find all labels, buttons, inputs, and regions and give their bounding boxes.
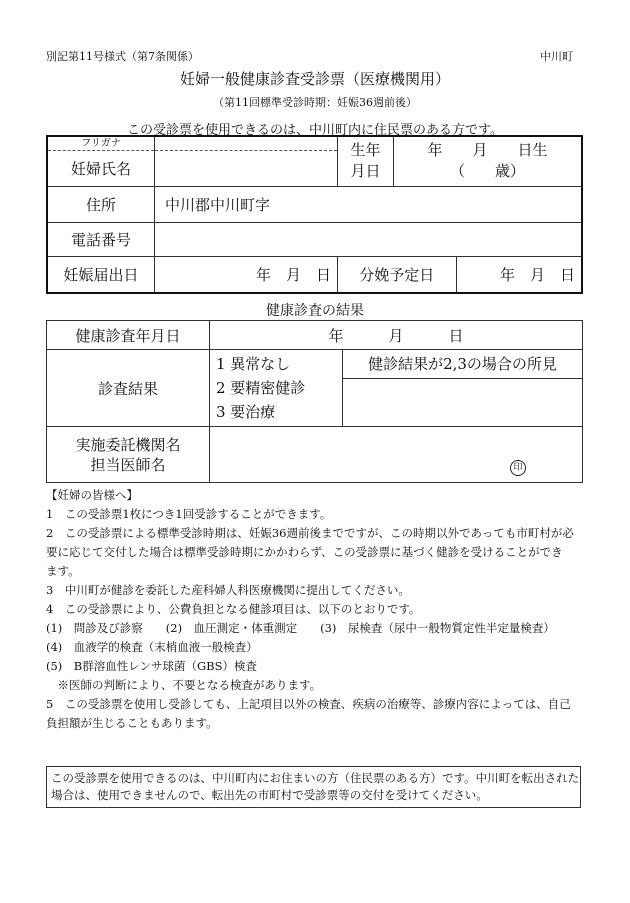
pregnancy-report-date[interactable]: 年 月 日	[155, 256, 338, 293]
note-line: 4 この受診票により、公費負担となる健診項目は、以下のとおりです。	[46, 602, 421, 616]
result-option-3[interactable]: 3 要治療	[216, 403, 276, 421]
note-line: (5) B群溶血性レンサ球菌（GBS）検査	[46, 659, 257, 673]
exam-date-field[interactable]: 年 月 日	[210, 321, 583, 350]
name-field[interactable]	[155, 136, 338, 186]
patient-info-table	[46, 135, 583, 294]
result-option-1[interactable]: 1 異常なし	[216, 355, 291, 373]
furigana-label: フリガナ	[48, 137, 154, 151]
dob-label-1: 生年	[350, 141, 381, 160]
note-line: 3 中川町が健診を委託した産科婦人科医療機関に提出してください。	[46, 583, 410, 597]
seal-icon: 印	[510, 460, 526, 476]
phone-field[interactable]	[155, 222, 583, 256]
notes-block	[46, 486, 586, 733]
footer-line: 場合は、使用できませんので、転出先の市町村で受診票等の交付を受けてください。	[51, 788, 488, 802]
result-label: 診査結果	[47, 350, 210, 427]
name-label-cell	[47, 136, 155, 186]
results-title: 健康診査の結果	[266, 303, 364, 319]
dob-field[interactable]	[394, 136, 583, 186]
due-date-label: 分娩予定日	[338, 256, 457, 293]
institution-field[interactable]	[210, 427, 583, 483]
dob-label-2: 月日	[350, 162, 381, 181]
findings-label: 健診結果が2,3の場合の所見	[343, 350, 582, 379]
age-field: （ 歳）	[449, 162, 525, 181]
pregnancy-report-label: 妊娠届出日	[47, 256, 155, 293]
results-table	[46, 320, 583, 483]
page-title: 妊婦一般健康診査受診票（医療機関用）	[179, 70, 450, 88]
address-label: 住所	[47, 186, 155, 222]
note-line: (1) 問診及び診察 (2) 血圧測定・体重測定 (3) 尿検査（尿中一般物質定性半定量検査）	[46, 621, 555, 635]
dob-ymd: 年 月 日生	[427, 141, 548, 160]
result-options[interactable]	[210, 350, 343, 427]
form-label: 別記第11号様式（第7条関係）	[46, 50, 199, 63]
town-name: 中川町	[540, 50, 573, 63]
address-field[interactable]: 中川郡中川町字	[155, 186, 583, 222]
dob-label-cell	[338, 136, 394, 186]
footer-line: この受診票を使用できるのは、中川町内にお住まいの方（住民票のある方）です。中川町を転出された	[51, 771, 580, 785]
note-line: 負担額が生じることもあります。	[46, 716, 218, 730]
note-line: (4) 血液学的検査（末梢血液一般検査）	[46, 640, 258, 654]
exam-date-label: 健康診査年月日	[47, 321, 210, 350]
result-option-2[interactable]: 2 要精密健診	[216, 379, 306, 397]
institution-label-2: 担当医師名	[90, 455, 166, 474]
due-date-field[interactable]: 年 月 日	[456, 256, 582, 293]
findings-cell[interactable]	[343, 350, 583, 427]
note-line: ※医師の判断により、不要となる検査があります。	[46, 678, 322, 692]
note-line: 要に応じて交付した場合は標準受診時期にかかわらず、この受診票に基づく健診を受けることができ	[46, 545, 563, 559]
note-line: 1 この受診票1枚につき1回受診することができます。	[46, 507, 332, 521]
phone-label: 電話番号	[47, 222, 155, 256]
name-label: 妊婦氏名	[70, 159, 131, 178]
note-line: 5 この受診票を使用し受診しても、上記項目以外の検査、疾病の治療等、診療内容によっては、自己	[46, 697, 571, 711]
footer-notice	[46, 766, 581, 808]
notes-heading: 【妊婦の皆様へ】	[46, 488, 138, 502]
page-subtitle: （第11回標準受診時期：妊娠36週前後）	[213, 96, 417, 109]
note-line: 2 この受診票による標準受診時期は、妊娠36週前後までですが、この時期以外であっても市町村が必	[46, 526, 574, 540]
institution-label-1: 実施委託機関名	[75, 435, 181, 454]
usage-line: この受診票を使用できるのは、中川町内に住民票のある方です。	[127, 123, 503, 138]
institution-label-cell	[47, 427, 210, 483]
note-line: ます。	[46, 564, 80, 578]
